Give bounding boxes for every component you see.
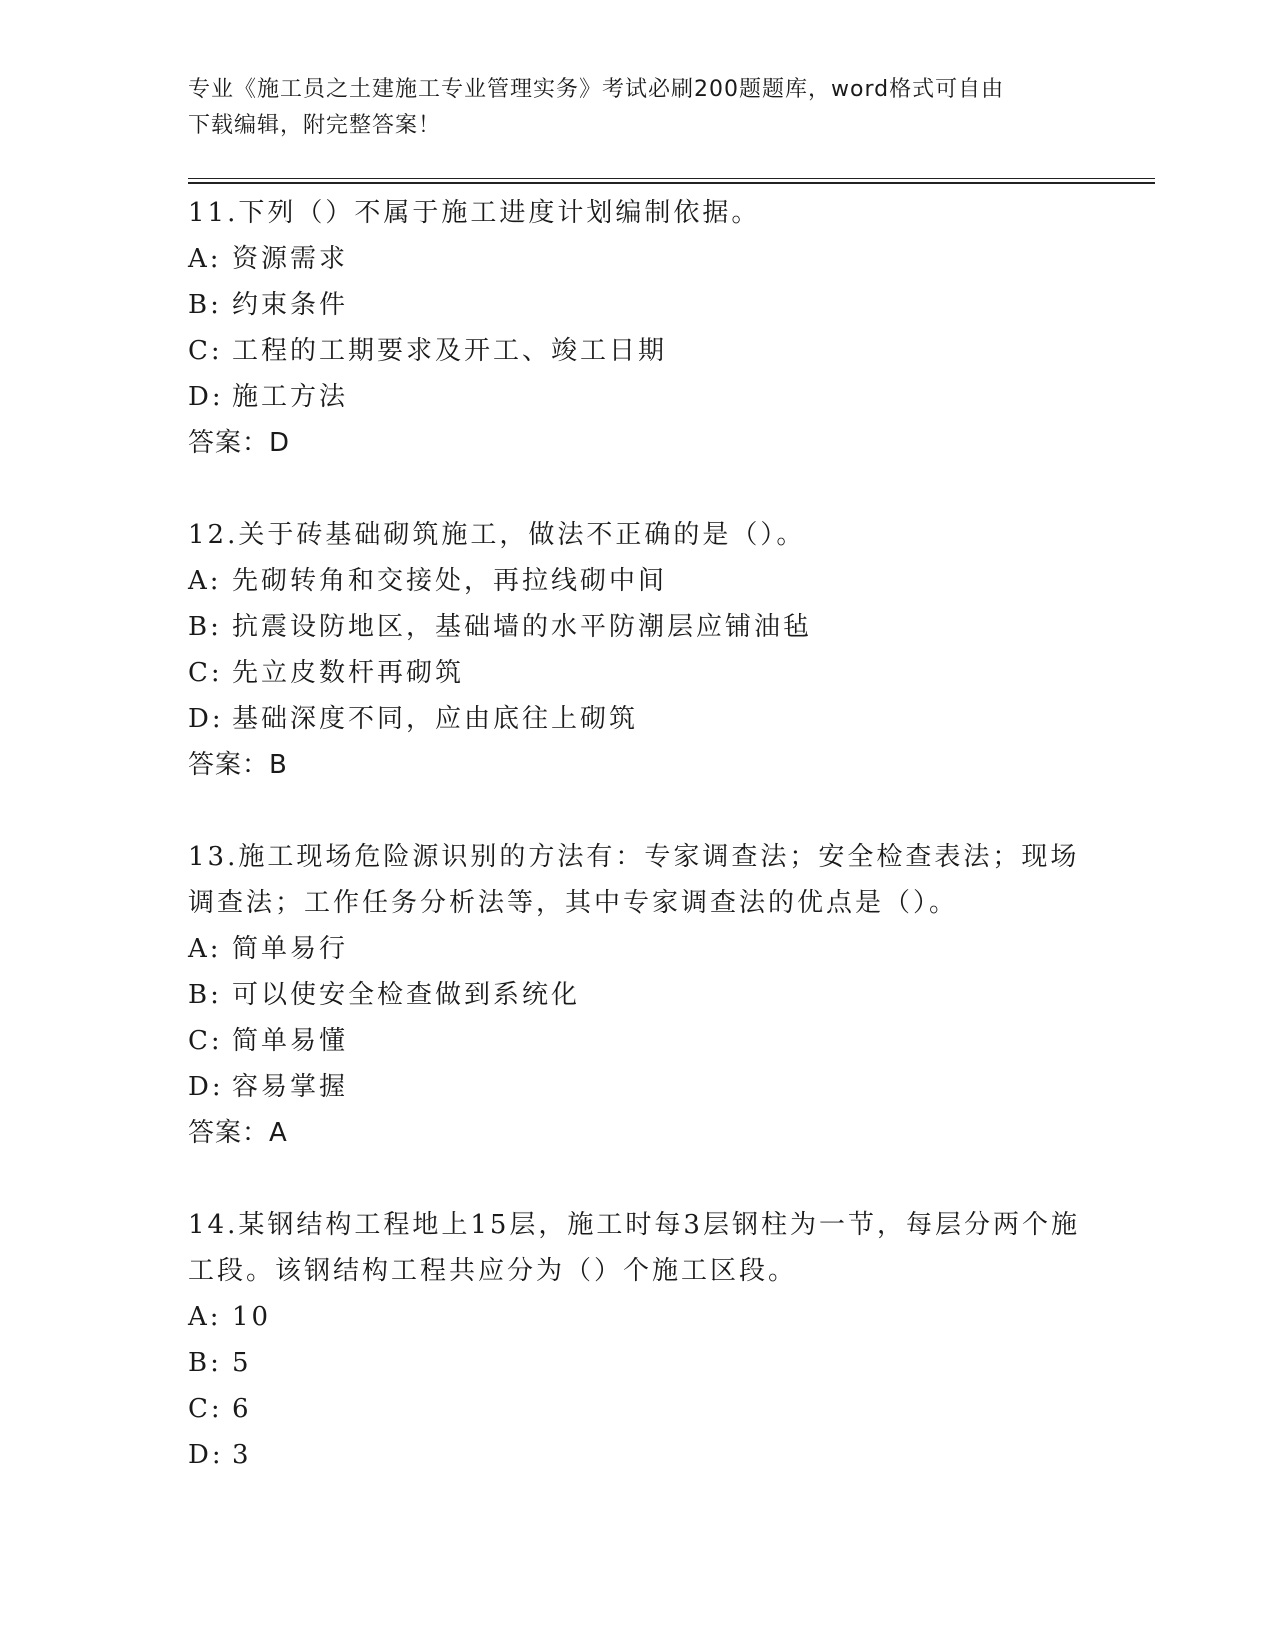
option-letter: A:: [188, 566, 222, 596]
question-11: [188, 190, 1088, 466]
option-text: 3: [232, 1440, 252, 1470]
option-letter: C:: [188, 1026, 223, 1056]
option-a: [188, 926, 1088, 972]
option-text: 6: [232, 1394, 252, 1424]
option-b: [188, 1340, 1088, 1386]
answer-line: 答案：A: [188, 1118, 288, 1148]
option-d: [188, 1432, 1088, 1478]
document-header: [188, 72, 1088, 144]
option-letter: A:: [188, 244, 222, 274]
option-text: 资源需求: [232, 244, 349, 274]
option-c: [188, 1018, 1088, 1064]
option-letter: A:: [188, 934, 222, 964]
option-text: 简单易行: [232, 934, 349, 964]
header-divider-thin: [188, 178, 1155, 179]
option-text: 10: [232, 1302, 272, 1332]
question-text: 14.某钢结构工程地上15层，施工时每3层钢柱为一节，每层分两个施工段。该钢结构工程共应分为（）个施工区段。: [188, 1210, 1080, 1286]
option-c: [188, 1386, 1088, 1432]
option-c: [188, 650, 1088, 696]
option-text: 抗震设防地区，基础墙的水平防潮层应铺油毡: [232, 612, 813, 642]
option-letter: A:: [188, 1302, 222, 1332]
header-divider-thick: [188, 182, 1155, 184]
option-d: [188, 696, 1088, 742]
question-text: 13.施工现场危险源识别的方法有：专家调查法；安全检查表法；现场调查法；工作任务分析法等，其中专家调查法的优点是（）。: [188, 842, 1080, 918]
option-a: [188, 236, 1088, 282]
option-text: 施工方法: [232, 382, 349, 412]
option-text: 工程的工期要求及开工、竣工日期: [232, 336, 668, 366]
option-letter: D:: [188, 1072, 224, 1102]
option-text: 容易掌握: [232, 1072, 349, 1102]
option-text: 5: [232, 1348, 252, 1378]
option-b: [188, 604, 1088, 650]
question-12: [188, 512, 1088, 788]
option-b: [188, 972, 1088, 1018]
option-letter: D:: [188, 704, 224, 734]
option-letter: D:: [188, 1440, 224, 1470]
header-line-1: 专业《施工员之土建施工专业管理实务》考试必刷200题题库，word格式可自由: [188, 77, 1005, 102]
option-letter: B:: [188, 290, 222, 320]
answer-line: 答案：B: [188, 750, 288, 780]
option-letter: D:: [188, 382, 224, 412]
question-text: 12.关于砖基础砌筑施工，做法不正确的是（）。: [188, 520, 806, 550]
option-c: [188, 328, 1088, 374]
option-text: 简单易懂: [232, 1026, 349, 1056]
option-a: [188, 558, 1088, 604]
option-d: [188, 1064, 1088, 1110]
question-text: 11.下列（）不属于施工进度计划编制依据。: [188, 198, 761, 228]
option-text: 可以使安全检查做到系统化: [232, 980, 581, 1010]
option-text: 约束条件: [232, 290, 349, 320]
question-13: [188, 834, 1088, 1156]
option-letter: C:: [188, 336, 223, 366]
option-letter: B:: [188, 612, 222, 642]
question-14: [188, 1202, 1088, 1478]
option-text: 先砌转角和交接处，再拉线砌中间: [232, 566, 668, 596]
option-d: [188, 374, 1088, 420]
option-text: 先立皮数杆再砌筑: [232, 658, 465, 688]
answer-line: 答案：D: [188, 428, 291, 458]
question-list: [188, 190, 1088, 1524]
option-letter: B:: [188, 980, 222, 1010]
option-b: [188, 282, 1088, 328]
header-line-2: 下载编辑，附完整答案！: [188, 113, 442, 138]
option-letter: B:: [188, 1348, 222, 1378]
option-a: [188, 1294, 1088, 1340]
option-text: 基础深度不同，应由底往上砌筑: [232, 704, 639, 734]
option-letter: C:: [188, 1394, 223, 1424]
option-letter: C:: [188, 658, 223, 688]
